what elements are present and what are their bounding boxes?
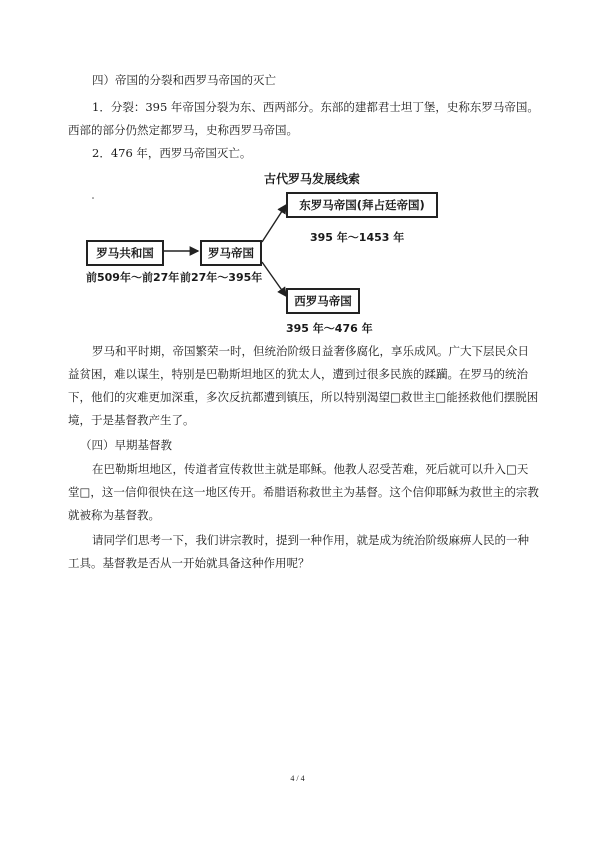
west-rome-dates: 395 年～476 年 [286,322,373,335]
east-rome-box: 东罗马帝国(拜占廷帝国) [286,192,438,218]
rome-development-figure [86,168,442,336]
palestine-paragraph-line-1: 在巴勒斯坦地区，传道者宣传救世主就是耶稣。他教人忍受苦难，死后就可以升入□天 [92,462,529,476]
split-paragraph-line-1: 1．分裂：395 年帝国分裂为东、西两部分。东部的建都君士坦丁堡，史称东罗马帝国。 [92,100,539,114]
palestine-paragraph-line-2: 堂□，这一信仰很快在这一地区传开。希腊语称救世主为基督。这个信仰耶稣为救世主的宗教 [68,485,539,499]
empire-dates: 前27年～395年 [180,271,263,284]
peace-paragraph-line-1: 罗马和平时期，帝国繁荣一时，但统治阶级日益奢侈腐化，享乐成风。广大下层民众日 [92,344,529,358]
peace-paragraph-line-3: 下，他们的灾难更加深重，多次反抗都遭到镇压，所以特别渴望□救世主□能拯救他们摆脱困 [68,390,539,404]
republic-dates: 前509年～前27年 [86,271,180,284]
palestine-paragraph-line-3: 就被称为基督教。 [68,508,160,522]
early-christianity-heading: （四）早期基督教 [80,438,172,452]
republic-box: 罗马共和国 [86,240,164,266]
stray-dot [92,197,94,199]
fall-paragraph: 2．476 年，西罗马帝国灭亡。 [92,146,252,160]
peace-paragraph-line-4: 境，于是基督教产生了。 [68,413,195,427]
page-number: 4 / 4 [290,774,305,783]
east-rome-dates: 395 年～1453 年 [310,231,405,244]
arrow-empire-to-west [262,262,286,296]
arrow-empire-to-east [262,205,286,242]
think-paragraph-line-1: 请同学们思考一下，我们讲宗教时，提到一种作用，就是成为统治阶级麻痹人民的一种 [92,533,529,547]
figure-title: 古代罗马发展线索 [264,172,361,186]
section-heading: 四）帝国的分裂和西罗马帝国的灭亡 [92,73,276,87]
split-paragraph-line-2: 西部的部分仍然定都罗马，史称西罗马帝国。 [68,123,298,137]
west-rome-box: 西罗马帝国 [286,288,360,314]
think-paragraph-line-2: 工具。基督教是否从一开始就具备这种作用呢？ [68,556,310,570]
peace-paragraph-line-2: 益贫困，难以谋生，特别是巴勒斯坦地区的犹太人，遭到过很多民族的蹂躏。在罗马的统治 [68,367,528,381]
empire-box: 罗马帝国 [200,240,262,266]
